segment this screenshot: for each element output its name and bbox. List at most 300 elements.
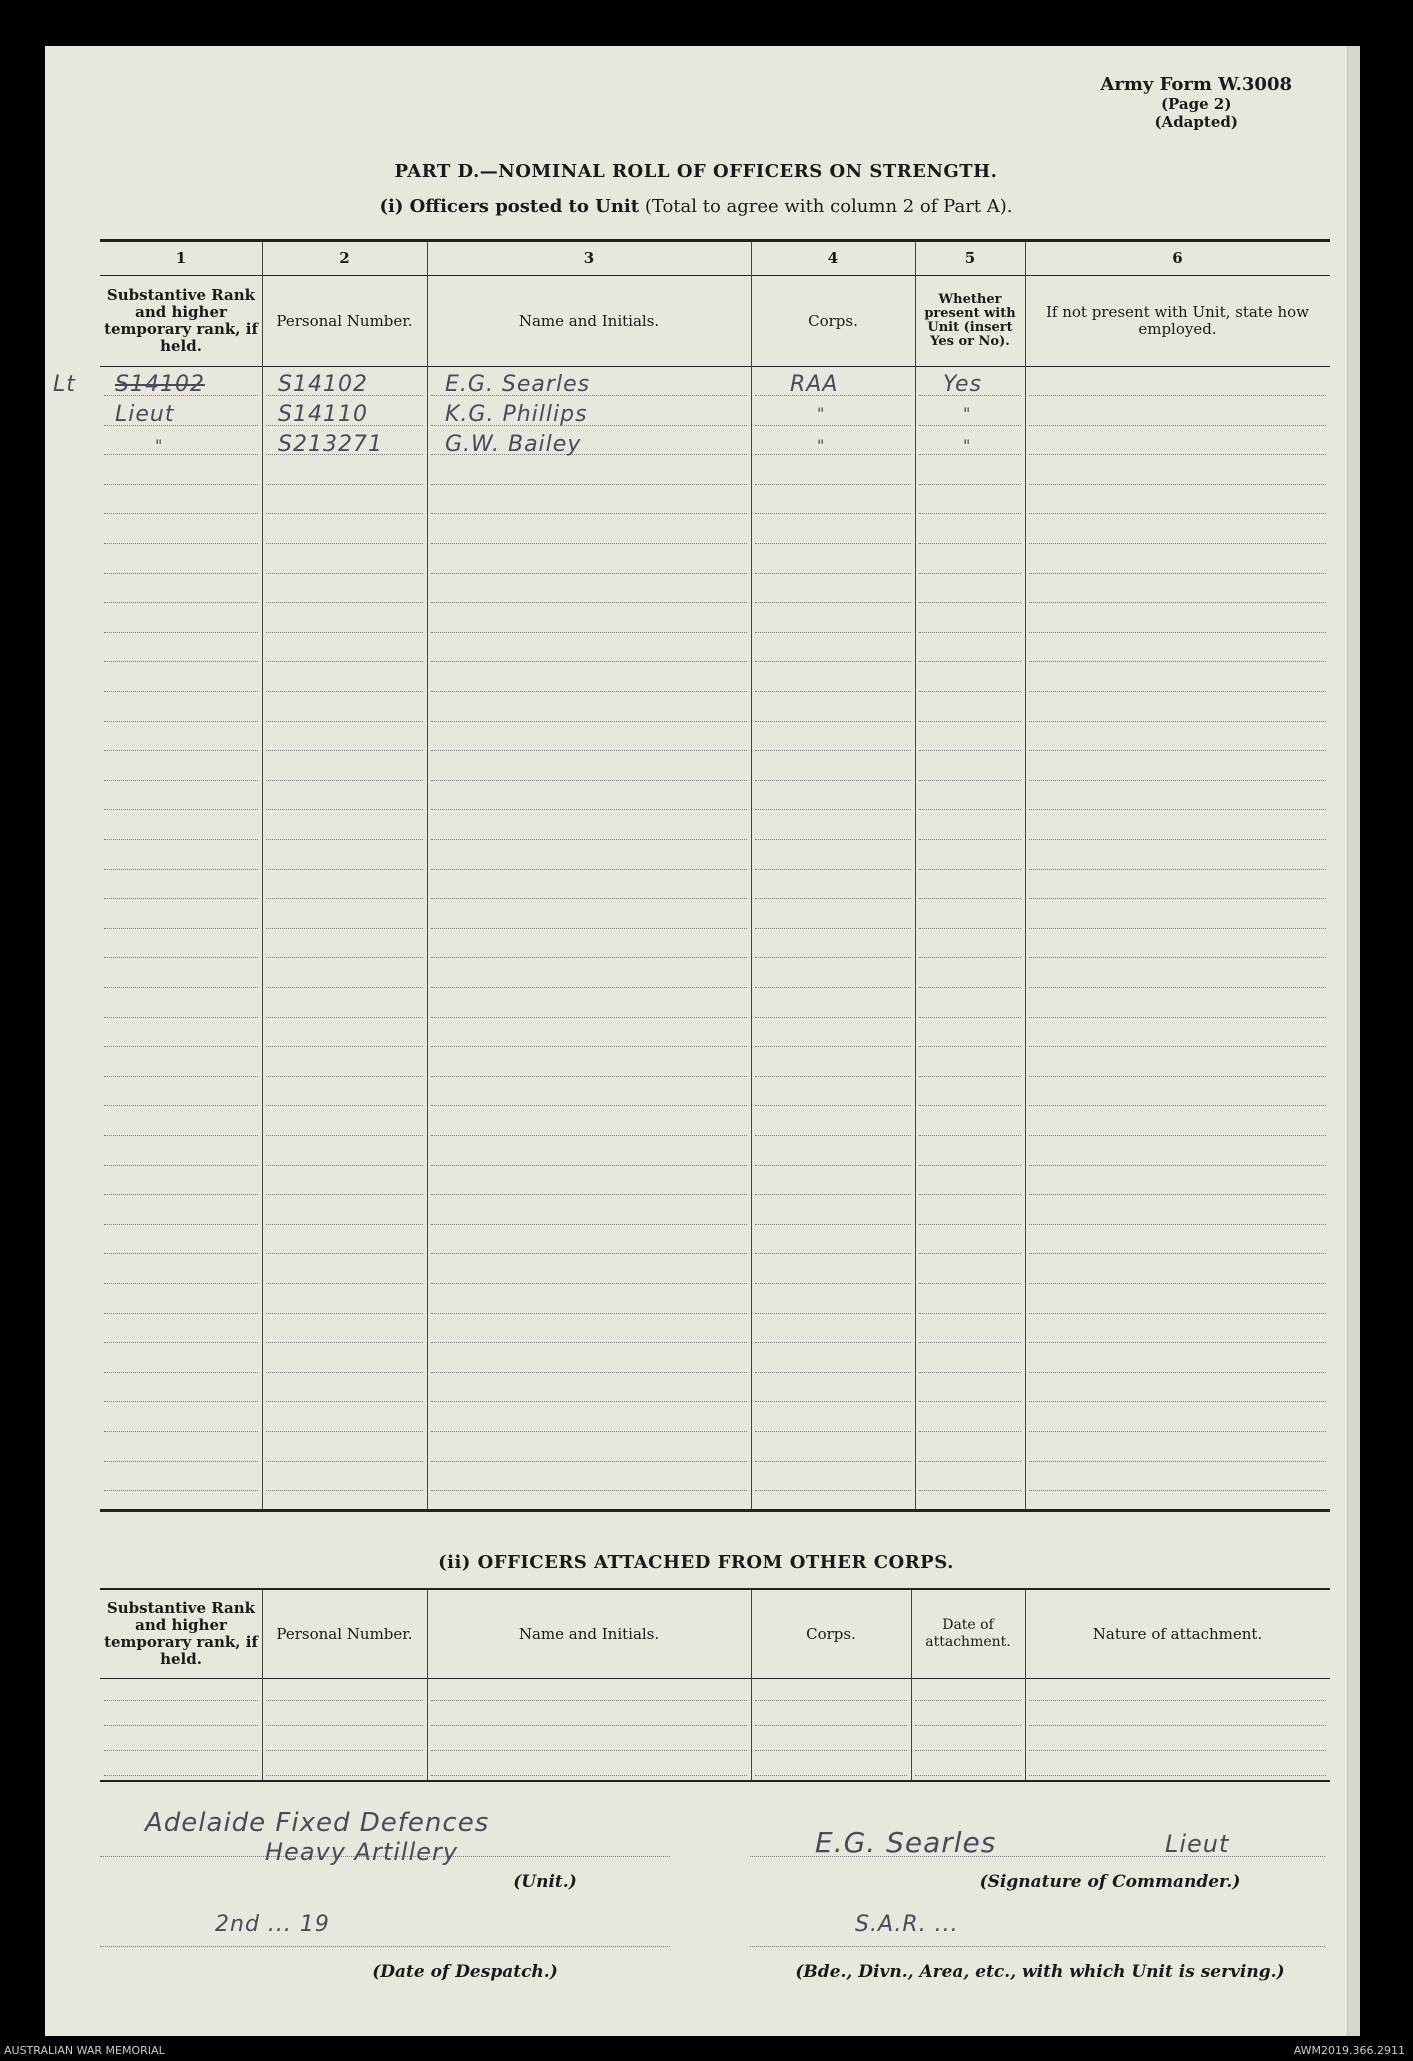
ruled-line: [919, 1342, 1021, 1343]
ruled-line: [104, 691, 258, 692]
ruled-line: [104, 1283, 258, 1284]
entry-corps: ": [817, 404, 826, 423]
ruled-line: [266, 484, 423, 485]
commander-rank: Lieut: [1165, 1830, 1230, 1858]
ruled-line: [755, 425, 911, 426]
table2-top-rule: [100, 1588, 1330, 1590]
ruled-line: [755, 750, 911, 751]
ruled-line: [919, 1194, 1021, 1195]
unit-label: (Unit.): [513, 1872, 577, 1892]
ruled-line: [919, 869, 1021, 870]
ruled-line: [755, 987, 911, 988]
ruled-line: [755, 1490, 911, 1491]
ruled-line: [1029, 1725, 1326, 1726]
table2-col-divider: [1025, 1590, 1026, 1780]
ruled-line: [915, 1750, 1021, 1751]
ruled-line: [755, 839, 911, 840]
ruled-line: [266, 809, 423, 810]
ruled-line: [431, 957, 747, 958]
ruled-line: [266, 1313, 423, 1314]
ruled-line: [431, 1490, 747, 1491]
ruled-line: [431, 484, 747, 485]
ruled-line: [919, 721, 1021, 722]
ruled-line: [431, 1135, 747, 1136]
ruled-line: [1029, 661, 1326, 662]
ruled-line: [919, 543, 1021, 544]
ruled-line: [104, 839, 258, 840]
ruled-line: [919, 780, 1021, 781]
ruled-line: [919, 573, 1021, 574]
col-number: 6: [1172, 249, 1183, 267]
ruled-line: [1029, 1372, 1326, 1373]
ruled-line: [431, 602, 747, 603]
bde-handwriting: S.A.R. ...: [855, 1912, 959, 1937]
ruled-line: [919, 425, 1021, 426]
ruled-line: [104, 721, 258, 722]
ruled-line: [431, 1372, 747, 1373]
ruled-line: [266, 1401, 423, 1402]
t2-header-name: Name and Initials.: [518, 1624, 660, 1643]
col-number: 5: [964, 249, 976, 267]
commander-label: (Signature of Commander.): [979, 1872, 1241, 1892]
ruled-line: [266, 602, 423, 603]
ruled-line: [431, 543, 747, 544]
ruled-line: [266, 1076, 423, 1077]
ruled-line: [919, 602, 1021, 603]
ruled-line: [1029, 1046, 1326, 1047]
entry-present: ": [963, 436, 972, 455]
ruled-line: [266, 1046, 423, 1047]
t2-header-nature: Nature of attachment.: [1092, 1624, 1263, 1643]
ruled-line: [755, 543, 911, 544]
ruled-line: [919, 1046, 1021, 1047]
date-label: (Date of Despatch.): [372, 1962, 558, 1982]
ruled-line: [755, 1105, 911, 1106]
ruled-line: [431, 1775, 747, 1776]
table1-top-rule: [100, 239, 1330, 242]
ruled-line: [431, 898, 747, 899]
ruled-line: [266, 1700, 423, 1701]
ruled-line: [755, 1750, 907, 1751]
ruled-line: [755, 869, 911, 870]
entry-rank: S14102: [115, 372, 205, 397]
ruled-line: [755, 1046, 911, 1047]
table1-col-divider: [751, 242, 752, 1509]
ruled-line: [755, 809, 911, 810]
ruled-line: [104, 928, 258, 929]
ruled-line: [915, 1775, 1021, 1776]
ruled-line: [919, 1165, 1021, 1166]
header-corps: Corps.: [808, 311, 858, 330]
t2-header-rank: Substantive Rank and higher temporary rank, if held.: [104, 1599, 258, 1668]
ruled-line: [915, 1700, 1021, 1701]
ruled-line: [266, 987, 423, 988]
ruled-line: [104, 987, 258, 988]
ruled-line: [431, 1750, 747, 1751]
page-title: PART D.—NOMINAL ROLL OF OFFICERS ON STRENGTH.: [394, 161, 998, 182]
ruled-line: [104, 750, 258, 751]
ruled-line: [919, 1253, 1021, 1254]
table1-col-divider: [262, 242, 263, 1509]
subtitle-rest: (Total to agree with column 2 of Part A).: [644, 196, 1013, 217]
ruled-line: [431, 1461, 747, 1462]
ruled-line: [755, 957, 911, 958]
col-number: 1: [175, 249, 187, 267]
ruled-line: [755, 1431, 911, 1432]
t2-header-personal-number: Personal Number.: [276, 1624, 413, 1643]
entry-number: S14110: [278, 402, 368, 427]
ruled-line: [1029, 1283, 1326, 1284]
ruled-line: [266, 869, 423, 870]
ruled-line: [266, 780, 423, 781]
ruled-line: [919, 632, 1021, 633]
ruled-line: [266, 898, 423, 899]
ruled-line: [919, 1313, 1021, 1314]
ruled-line: [755, 1313, 911, 1314]
ruled-line: [431, 750, 747, 751]
ruled-line: [1029, 425, 1326, 426]
ruled-line: [431, 928, 747, 929]
ruled-line: [104, 1076, 258, 1077]
ruled-line: [919, 1105, 1021, 1106]
entry-rank: ": [155, 436, 164, 455]
ruled-line: [431, 1313, 747, 1314]
ruled-line: [431, 661, 747, 662]
ruled-line: [266, 1135, 423, 1136]
ruled-line: [431, 1431, 747, 1432]
ruled-line: [755, 484, 911, 485]
ruled-line: [431, 869, 747, 870]
table1-bottom-rule: [100, 1509, 1330, 1512]
ruled-line: [266, 1461, 423, 1462]
ruled-line: [431, 1105, 747, 1106]
form-page: [45, 46, 1347, 2036]
table1-col-divider: [427, 242, 428, 1509]
ruled-line: [266, 1372, 423, 1373]
ruled-line: [1029, 1224, 1326, 1225]
ruled-line: [104, 1775, 258, 1776]
ruled-line: [1029, 1401, 1326, 1402]
ruled-line: [431, 1046, 747, 1047]
ruled-line: [1029, 1194, 1326, 1195]
ruled-line: [919, 691, 1021, 692]
subtitle-bold: (i) Officers posted to Unit: [379, 196, 640, 217]
ruled-line: [104, 1750, 258, 1751]
ruled-line: [431, 721, 747, 722]
table1-col-divider: [915, 242, 916, 1509]
ruled-line: [104, 661, 258, 662]
col-number: 4: [827, 249, 839, 267]
ruled-line: [104, 1725, 258, 1726]
ruled-line: [431, 1165, 747, 1166]
ruled-line: [919, 1401, 1021, 1402]
ruled-line: [755, 1194, 911, 1195]
ruled-line: [1029, 573, 1326, 574]
ruled-line: [431, 691, 747, 692]
ruled-line: [266, 1775, 423, 1776]
ruled-line: [266, 1165, 423, 1166]
ruled-line: [104, 1046, 258, 1047]
ruled-line: [1029, 602, 1326, 603]
ruled-line: [431, 1283, 747, 1284]
ruled-line: [431, 1194, 747, 1195]
ruled-line: [919, 1490, 1021, 1491]
entry-name: E.G. Searles: [445, 372, 591, 397]
entry-number: S14102: [278, 372, 368, 397]
ruled-line: [104, 1313, 258, 1314]
bde-label: (Bde., Divn., Area, etc., with which Unit is serving.): [795, 1962, 1285, 1982]
ruled-line: [104, 1431, 258, 1432]
ruled-line: [1029, 1017, 1326, 1018]
ruled-line: [755, 632, 911, 633]
ruled-line: [755, 721, 911, 722]
ruled-line: [266, 1490, 423, 1491]
ruled-line: [431, 1401, 747, 1402]
ruled-line: [431, 1342, 747, 1343]
ruled-line: [919, 957, 1021, 958]
ruled-line: [755, 780, 911, 781]
ruled-line: [919, 1461, 1021, 1462]
entry-name: K.G. Phillips: [445, 402, 588, 427]
ruled-line: [266, 513, 423, 514]
ruled-line: [431, 1017, 747, 1018]
ruled-line: [919, 1135, 1021, 1136]
ruled-line: [104, 869, 258, 870]
ruled-line: [431, 1253, 747, 1254]
t2-header-corps: Corps.: [806, 1624, 856, 1643]
ruled-line: [755, 1253, 911, 1254]
ruled-line: [431, 780, 747, 781]
page-edge: [1347, 46, 1360, 2036]
ruled-line: [431, 632, 747, 633]
ruled-line: [104, 602, 258, 603]
header-name: Name and Initials.: [518, 311, 660, 330]
ruled-line: [1029, 454, 1326, 455]
ruled-line: [1029, 1105, 1326, 1106]
table2-bottom-rule: [100, 1780, 1330, 1782]
ruled-line: [755, 1017, 911, 1018]
ruled-line: [919, 898, 1021, 899]
ruled-line: [266, 632, 423, 633]
header-rank: Substantive Rank and higher temporary rank, if held.: [104, 286, 258, 355]
unit-handwriting: Heavy Artillery: [265, 1838, 459, 1866]
ruled-line: [266, 839, 423, 840]
ruled-line: [755, 513, 911, 514]
ruled-line: [1029, 691, 1326, 692]
ruled-line: [1029, 928, 1326, 929]
ruled-line: [431, 839, 747, 840]
ruled-line: [1029, 484, 1326, 485]
ruled-line: [266, 1194, 423, 1195]
form-name: Army Form W.3008: [1100, 74, 1292, 95]
form-adapted: (Adapted): [1154, 113, 1238, 131]
ruled-line: [915, 1725, 1021, 1726]
entry-margin-rank: Lt: [53, 372, 76, 397]
ruled-line: [431, 987, 747, 988]
ruled-line: [104, 1165, 258, 1166]
ruled-line: [266, 721, 423, 722]
t2-header-date: Date of attachment.: [925, 1617, 1011, 1650]
entry-number: S213271: [278, 432, 383, 457]
table2-header-rule: [100, 1678, 1330, 1679]
ruled-line: [755, 1725, 907, 1726]
header-present: Whether present with Unit (insert Yes or No).: [924, 292, 1016, 349]
ruled-line: [104, 513, 258, 514]
ruled-line: [1029, 721, 1326, 722]
ruled-line: [1029, 1750, 1326, 1751]
ruled-line: [1029, 1165, 1326, 1166]
ruled-line: [104, 898, 258, 899]
ruled-line: [104, 543, 258, 544]
ruled-line: [104, 454, 258, 455]
col-number: 3: [583, 249, 595, 267]
ruled-line: [755, 928, 911, 929]
ruled-line: [919, 661, 1021, 662]
ruled-line: [1029, 987, 1326, 988]
unit-handwriting: Adelaide Fixed Defences: [145, 1808, 490, 1838]
page-subtitle: [45, 196, 1347, 217]
ruled-line: [104, 573, 258, 574]
ruled-line: [919, 928, 1021, 929]
ruled-line: [1029, 1342, 1326, 1343]
footer-right: AWM2019.366.2911: [1293, 2044, 1405, 2057]
ruled-line: [104, 809, 258, 810]
entry-corps: ": [817, 436, 826, 455]
ruled-line: [755, 1700, 907, 1701]
ruled-line: [919, 1372, 1021, 1373]
ruled-line: [1029, 1313, 1326, 1314]
ruled-line: [755, 1283, 911, 1284]
table1-header-rule: [100, 366, 1330, 367]
ruled-line: [1029, 1490, 1326, 1491]
table2-col-divider: [911, 1590, 912, 1780]
ruled-line: [755, 454, 911, 455]
ruled-line: [104, 1342, 258, 1343]
ruled-line: [1029, 750, 1326, 751]
ruled-line: [1029, 1135, 1326, 1136]
ruled-line: [755, 602, 911, 603]
entry-corps: RAA: [790, 372, 839, 397]
ruled-line: [919, 987, 1021, 988]
ruled-line: [104, 957, 258, 958]
ruled-line: [755, 1775, 907, 1776]
date-handwriting: 2nd ... 19: [215, 1912, 330, 1937]
ruled-line: [919, 1431, 1021, 1432]
footer-left: AUSTRALIAN WAR MEMORIAL: [4, 2044, 165, 2057]
ruled-line: [104, 1490, 258, 1491]
commander-signature: E.G. Searles: [815, 1826, 997, 1859]
header-employment: If not present with Unit, state how employed.: [1045, 303, 1310, 338]
ruled-line: [755, 661, 911, 662]
ruled-line: [755, 1461, 911, 1462]
ruled-line: [1029, 1431, 1326, 1432]
ruled-line: [1029, 395, 1326, 396]
ruled-line: [1029, 839, 1326, 840]
form-identifier: [1100, 74, 1292, 131]
ruled-line: [755, 1076, 911, 1077]
entry-name: G.W. Bailey: [445, 432, 582, 457]
ruled-line: [266, 691, 423, 692]
ruled-line: [1029, 632, 1326, 633]
ruled-line: [919, 1017, 1021, 1018]
ruled-line: [755, 573, 911, 574]
ruled-line: [104, 1105, 258, 1106]
ruled-line: [266, 661, 423, 662]
ruled-line: [266, 1224, 423, 1225]
ruled-line: [1029, 513, 1326, 514]
ruled-line: [266, 1431, 423, 1432]
ruled-line: [431, 1224, 747, 1225]
ruled-line: [266, 1253, 423, 1254]
ruled-line: [431, 573, 747, 574]
ruled-line: [104, 1253, 258, 1254]
ruled-line: [919, 1224, 1021, 1225]
ruled-line: [755, 1342, 911, 1343]
ruled-line: [755, 1224, 911, 1225]
ruled-line: [1029, 898, 1326, 899]
ruled-line: [266, 543, 423, 544]
ruled-line: [431, 809, 747, 810]
ruled-line: [1029, 1076, 1326, 1077]
header-personal-number: Personal Number.: [276, 311, 413, 330]
date-line: [100, 1946, 670, 1947]
ruled-line: [919, 839, 1021, 840]
ruled-line: [266, 1342, 423, 1343]
ruled-line: [266, 1750, 423, 1751]
ruled-line: [266, 1105, 423, 1106]
ruled-line: [104, 780, 258, 781]
entry-present: ": [963, 404, 972, 423]
ruled-line: [755, 691, 911, 692]
col-number: 2: [339, 249, 350, 267]
ruled-line: [266, 1283, 423, 1284]
ruled-line: [104, 1224, 258, 1225]
ruled-line: [104, 1194, 258, 1195]
entry-present: Yes: [943, 372, 983, 397]
ruled-line: [266, 750, 423, 751]
table1-num-rule: [100, 275, 1330, 276]
ruled-line: [1029, 869, 1326, 870]
ruled-line: [104, 1461, 258, 1462]
ruled-line: [919, 750, 1021, 751]
ruled-line: [104, 1401, 258, 1402]
ruled-line: [1029, 809, 1326, 810]
ruled-line: [104, 484, 258, 485]
ruled-line: [104, 1017, 258, 1018]
ruled-line: [266, 1725, 423, 1726]
ruled-line: [1029, 1700, 1326, 1701]
ruled-line: [266, 928, 423, 929]
ruled-line: [1029, 957, 1326, 958]
ruled-line: [1029, 1775, 1326, 1776]
ruled-line: [104, 632, 258, 633]
ruled-line: [755, 1135, 911, 1136]
ruled-line: [919, 484, 1021, 485]
ruled-line: [1029, 1253, 1326, 1254]
ruled-line: [755, 1401, 911, 1402]
ruled-line: [919, 809, 1021, 810]
ruled-line: [1029, 780, 1326, 781]
ruled-line: [755, 1165, 911, 1166]
section2-title: (ii) OFFICERS ATTACHED FROM OTHER CORPS.: [438, 1552, 954, 1573]
ruled-line: [431, 1076, 747, 1077]
ruled-line: [431, 1700, 747, 1701]
bde-line: [750, 1946, 1325, 1947]
ruled-line: [266, 573, 423, 574]
ruled-line: [1029, 543, 1326, 544]
ruled-line: [919, 1283, 1021, 1284]
ruled-line: [431, 1725, 747, 1726]
